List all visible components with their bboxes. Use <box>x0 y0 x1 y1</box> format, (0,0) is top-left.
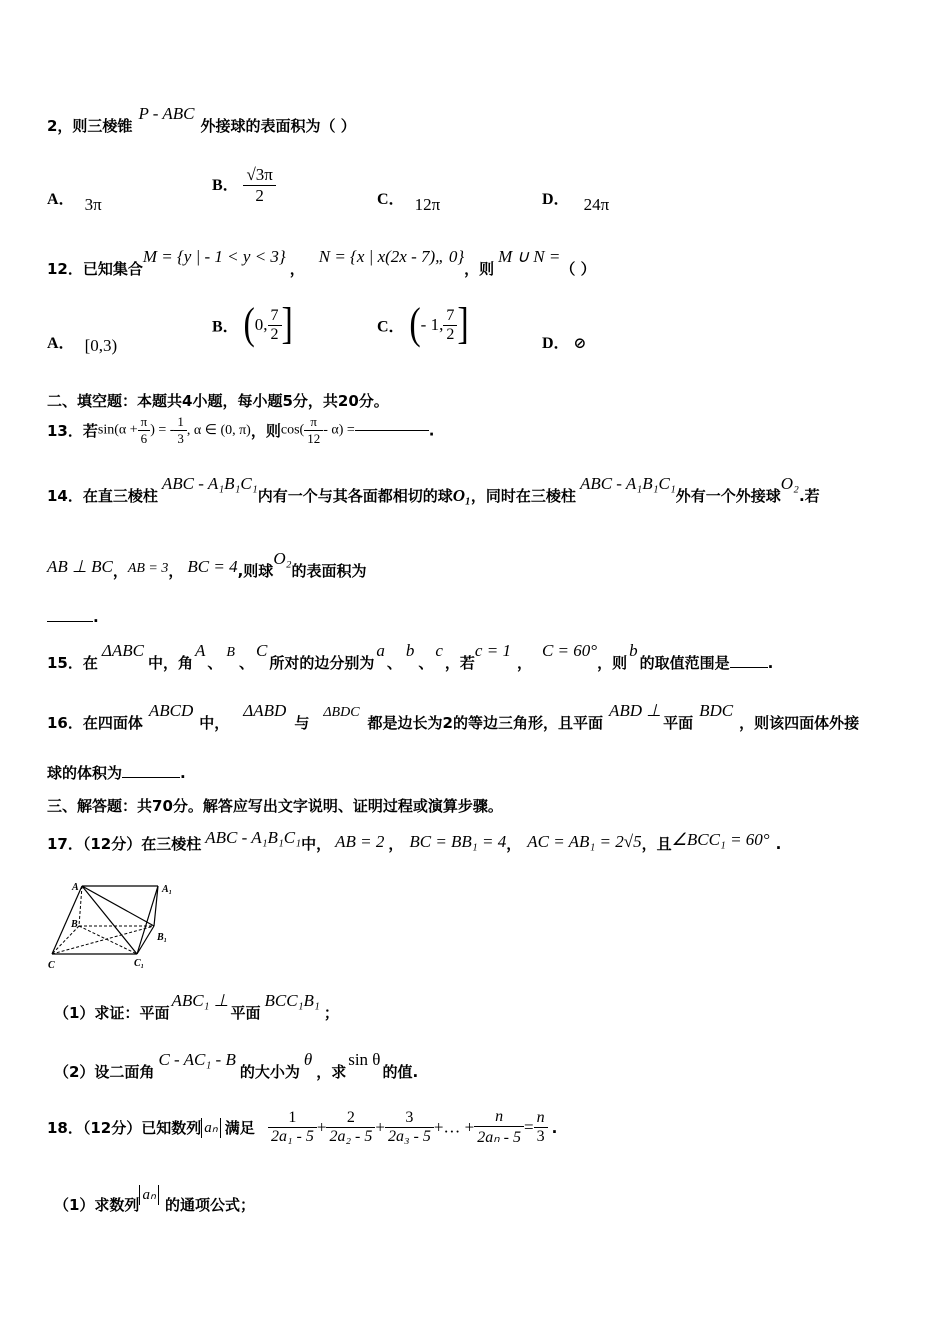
punct: 、 <box>418 654 434 672</box>
q15-C-eq: C = 60° <box>541 641 598 660</box>
q18-sequence: aₙ <box>201 1118 220 1138</box>
q16-triangle-abd: ΔABD <box>243 701 287 720</box>
q16-stem <box>47 701 860 733</box>
q12-stem <box>47 247 596 279</box>
q18-fraction-rhs <box>534 1109 548 1146</box>
fraction-numerator: 2 <box>326 1109 375 1128</box>
q18-fraction-3 <box>385 1109 434 1146</box>
punct: 、 <box>207 654 223 672</box>
q13-expr: cos( <box>280 422 305 438</box>
q17-theta: θ <box>303 1050 313 1069</box>
q17-text: 平面 <box>230 1004 261 1022</box>
q11-option-c[interactable] <box>377 186 441 214</box>
option-label: C． <box>377 191 405 208</box>
q11-stem-end: 外接球的表面积为（ ） <box>200 117 356 135</box>
q14-number: 14．在直三棱柱 <box>47 487 158 505</box>
q12-option-d[interactable] <box>542 330 586 353</box>
punct: ， <box>112 562 128 580</box>
q15-angle-b: B <box>226 645 235 660</box>
q13-one-third <box>174 414 187 447</box>
q11-option-b-fraction <box>243 165 275 206</box>
q15-side-a: a <box>376 641 385 660</box>
section-solve-title: 三、解答题：共70分。解答应写出文字说明、证明过程或演算步骤。 <box>47 797 503 815</box>
q18-sequence: aₙ <box>139 1185 158 1205</box>
q15-side-c: c <box>435 641 443 660</box>
q16-answer-blank[interactable] <box>122 777 180 778</box>
q12-option-b[interactable] <box>212 300 293 349</box>
q12-union: M ∪ N = <box>498 247 561 266</box>
q17-ac: AC = AB₁ = 2√5 <box>527 832 642 851</box>
q14-sphere-o2: O₂ <box>780 474 799 493</box>
vertex-a1-label: A₁ <box>162 884 173 895</box>
q18-text: 满足 <box>224 1119 255 1137</box>
punct: . <box>93 608 99 626</box>
fraction-numerator: π <box>138 414 151 431</box>
q12-set-m: M = {y | - 1 < y < 3} <box>142 247 286 266</box>
q17-text: 中， <box>301 835 332 853</box>
q11-stem-start: 2，则三棱锥 <box>47 117 133 135</box>
fraction-denominator: 6 <box>140 431 148 446</box>
fraction-denominator: 2 <box>255 186 264 205</box>
fraction-denominator: 2a₃ - 5 <box>387 1128 431 1145</box>
q17-plane-bcc1b1: BCC₁B₁ <box>264 991 320 1010</box>
edge-a-b1 <box>82 886 154 926</box>
q16-number: 16．在四面体 <box>47 714 143 732</box>
fraction-denominator: 3 <box>536 1128 545 1145</box>
q13-stem <box>47 414 434 447</box>
q15-triangle: ΔABC <box>101 641 144 660</box>
q15-text: ，若 <box>444 654 475 672</box>
q12-option-b-fraction <box>268 307 282 344</box>
punct: . <box>428 421 435 440</box>
q15-c-eq: c = 1 <box>474 641 511 660</box>
q14-perp: AB ⊥ BC <box>47 557 113 576</box>
q17-angle: ∠BCC₁ = 60° <box>671 830 770 849</box>
punct: . <box>767 654 774 672</box>
fraction-numerator: 7 <box>268 307 282 326</box>
q15-angle-c: C <box>255 641 268 660</box>
q11-option-b[interactable] <box>212 165 276 206</box>
vertex-c1-label: C₁ <box>134 958 145 969</box>
fraction-numerator: 1 <box>174 414 187 431</box>
q16-text: 中， <box>199 714 230 732</box>
q14-sphere-o2: O₂ <box>273 549 292 568</box>
q17-number: 17．（12分）在三棱柱 <box>47 835 202 853</box>
q16-plane-bdc: BDC <box>699 701 734 720</box>
punct: . <box>775 835 782 853</box>
section-fill-in-title: 二、填空题：本题共4小题，每小题5分，共20分。 <box>47 392 389 410</box>
vertex-b1-label: B₁ <box>157 932 168 943</box>
q12-option-b-left: 0, <box>254 315 268 334</box>
left-paren: ( <box>243 300 255 349</box>
punct: 、 <box>386 654 402 672</box>
q14-answer-blank[interactable] <box>47 621 93 622</box>
q17-prism-figure <box>44 880 184 972</box>
q12-option-c[interactable] <box>377 300 469 349</box>
punct: ， <box>289 260 305 278</box>
q17-part1-label: （1）求证：平面 <box>54 1004 170 1022</box>
q13-then: ，则 <box>250 422 281 440</box>
q12-number: 12．已知集合 <box>47 260 143 278</box>
q16-text: ，则该四面体外接 <box>739 714 860 732</box>
q17-part2-label: （2）设二面角 <box>54 1063 155 1081</box>
option-label: C． <box>377 318 405 336</box>
option-label: B． <box>212 318 239 336</box>
fraction-numerator: n <box>474 1108 524 1127</box>
fraction-denominator: 3 <box>177 431 184 446</box>
q14-text: .若 <box>798 487 820 505</box>
q17-ab: AB = 2 <box>335 832 385 851</box>
q18-number: 18．（12分）已知数列 <box>47 1119 202 1137</box>
q13-expr: ) = - <box>150 422 175 438</box>
q17-sin-theta: sin θ <box>348 1050 381 1069</box>
q17-plane-abc1: ABC₁ ⊥ <box>171 991 229 1010</box>
punct: ， <box>388 835 404 853</box>
edge-b-c1 <box>79 926 137 954</box>
q15-number: 15．在 <box>47 654 98 672</box>
q14-text: 的表面积为 <box>291 562 367 580</box>
q17-part1 <box>54 991 339 1023</box>
q13-answer-blank[interactable] <box>355 430 429 431</box>
q14-answer <box>47 608 99 626</box>
q16-text: 平面 <box>663 714 694 732</box>
q14-sphere-o1: O₁ <box>452 486 471 505</box>
q11-pyramid: P - ABC <box>138 104 195 123</box>
q15-side-b: b <box>405 641 415 660</box>
q11-stem <box>47 104 356 136</box>
q17-dihedral-angle: C - AC₁ - B <box>158 1050 236 1069</box>
q17-text: ，且 <box>641 835 672 853</box>
q14-text: ，同时在三棱柱 <box>470 487 576 505</box>
fraction-denominator: 2 <box>270 325 279 343</box>
edge-b-c <box>52 926 79 954</box>
q13-pi-over-6 <box>138 414 151 447</box>
left-paren: ( <box>409 300 421 349</box>
q18-fraction-1 <box>268 1109 317 1146</box>
punct: ， <box>516 654 532 672</box>
q11-option-d[interactable] <box>542 186 610 214</box>
right-bracket: ] <box>457 300 469 349</box>
q14-prism: ABC - A₁B₁C₁ <box>161 474 258 493</box>
q12-set-n: N = {x | x(2x - 7)„ 0} <box>318 247 465 266</box>
fraction-numerator: 1 <box>268 1109 317 1128</box>
fraction-denominator: 2aₙ - 5 <box>477 1129 521 1146</box>
q17-text: 的大小为 <box>239 1063 300 1081</box>
q17-text: 的值. <box>382 1063 419 1081</box>
q13-number: 13．若 <box>47 422 98 440</box>
q13-pi-over-12 <box>304 414 323 447</box>
q11-option-d-value: 24π <box>583 195 610 214</box>
q12-option-a[interactable] <box>47 330 117 353</box>
punct: ； <box>323 1004 339 1022</box>
q17-bc: BC = BB₁ = 4 <box>409 832 507 851</box>
q13-expr: sin(α + <box>97 422 138 438</box>
q11-option-a-value: 3π <box>84 195 102 214</box>
right-bracket: ] <box>281 300 293 349</box>
option-label: A． <box>47 335 75 352</box>
q14-text: 外有一个外接球 <box>675 487 781 505</box>
q13-expr: - α) = <box>323 422 355 438</box>
vertex-c-label: C <box>48 960 55 971</box>
q11-option-c-value: 12π <box>414 195 441 214</box>
q18-fraction-2 <box>326 1109 375 1146</box>
q16-text: 都是边长为2的等边三角形，且平面 <box>367 714 603 732</box>
q15-text: 所对的边分别为 <box>269 654 375 672</box>
q12-option-c-left: - 1, <box>420 315 444 334</box>
q11-option-a[interactable] <box>47 186 102 214</box>
option-label: B． <box>212 177 239 194</box>
q18-fraction-n <box>474 1108 524 1147</box>
punct: . <box>180 764 186 782</box>
q15-text: 的取值范围是 <box>639 654 730 672</box>
fraction-denominator: 2a₁ - 5 <box>270 1128 314 1145</box>
q12-paren: （ ） <box>560 260 596 278</box>
q14-text: ,则球 <box>237 562 274 580</box>
q14-bc: BC = 4 <box>187 557 238 576</box>
q16-text: 与 <box>294 714 310 732</box>
prism-edges <box>52 886 158 954</box>
q14-stem <box>47 474 820 506</box>
punct: 、 <box>238 654 254 672</box>
fraction-numerator: π <box>304 414 323 431</box>
edge-a-c1 <box>82 886 137 954</box>
fraction-numerator: 3 <box>385 1109 434 1128</box>
q15-stem <box>47 641 774 673</box>
q13-expr: , α ∈ (0, π) <box>186 423 251 438</box>
fraction-denominator: 2 <box>446 325 455 343</box>
q15-answer-blank[interactable] <box>730 667 768 668</box>
q18-part1 <box>54 1186 255 1215</box>
q12-option-c-fraction <box>443 307 457 344</box>
fraction-numerator: 7 <box>443 307 457 326</box>
vertex-b-label: B <box>71 919 78 930</box>
q18-text: 的通项公式； <box>164 1196 255 1214</box>
q17-prism: ABC - A₁B₁C₁ <box>205 828 302 847</box>
q16-tetrahedron: ABCD <box>148 701 194 720</box>
fraction-numerator: n <box>534 1109 548 1128</box>
vertex-a-label: A <box>72 882 79 893</box>
q17-part2 <box>54 1050 419 1082</box>
q18-part1-label: （1）求数列 <box>54 1196 140 1214</box>
q12-then: ，则 <box>464 260 495 278</box>
q15-side-b: b <box>629 641 638 660</box>
q14-prism: ABC - A₁B₁C₁ <box>579 474 676 493</box>
q14-ab: AB = 3 <box>127 561 169 576</box>
punct: ， <box>168 562 184 580</box>
option-label: D． <box>542 191 570 208</box>
q17-text: ，求 <box>316 1063 347 1081</box>
punct: . <box>551 1118 558 1137</box>
punct: ， <box>506 835 522 853</box>
q16-plane-abd: ABD ⊥ <box>609 701 662 720</box>
q16-triangle-bdc: ΔBDC <box>323 705 360 720</box>
fraction-denominator: 2a₂ - 5 <box>329 1128 373 1145</box>
q15-text: 中，角 <box>147 654 193 672</box>
q18-stem: 18．（12分）已知数列 aₙ 满足 $\frac{1}{\text{2a₁ - 5}}$ + $\frac{2}{\text{2a₂ - 5}}$ + $\frac{3}{\text{2a₃ - 5}}$ +… + $\frac{n}{\text{2aₙ - 5}}$ = $\frac{n}{3}$ . <box>47 1108 558 1146</box>
fraction-denominator: 12 <box>307 431 321 446</box>
q16-text: 球的体积为 <box>47 764 123 782</box>
q12-option-a-value: [0,3) <box>84 336 118 355</box>
option-label: A． <box>47 191 75 208</box>
q15-angle-a: A <box>194 641 206 660</box>
q14-text: 内有一个与其各面都相切的球 <box>257 487 453 505</box>
q18-ellipsis: +… + <box>433 1117 475 1137</box>
q16-stem-2 <box>47 762 186 783</box>
q15-text: ，则 <box>597 654 628 672</box>
q14-stem-2 <box>47 549 367 581</box>
option-label: D． <box>542 335 570 352</box>
q17-stem <box>47 828 782 854</box>
fraction-numerator: √3π <box>243 165 275 186</box>
q12-option-d-value: ⊘ <box>573 334 587 352</box>
